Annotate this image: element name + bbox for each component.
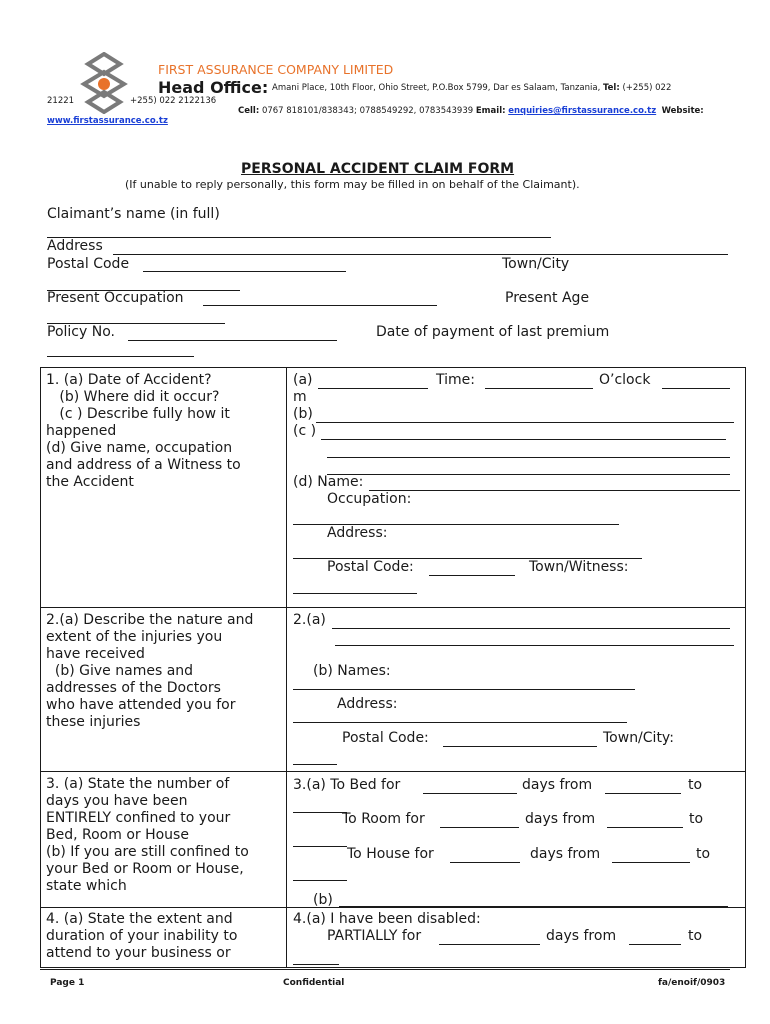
room-to-date-field[interactable]	[293, 846, 347, 847]
witness-address-label: Address:	[327, 525, 388, 541]
question-3-cell	[41, 772, 287, 908]
address-text: Amani Place, 10th Floor, Ohio Street, P.O.Box 5799, Dar es Salaam, Tanzania,	[272, 83, 601, 93]
partially-days-field[interactable]	[439, 944, 540, 945]
doctor-town-city-field[interactable]	[293, 764, 337, 765]
claim-table	[40, 367, 746, 968]
q3-line: 3. (a) State the number of	[46, 776, 230, 792]
q1-c-label: (c )	[293, 423, 317, 439]
q2-a-label: 2.(a)	[293, 612, 326, 628]
form-subtitle: (If unable to reply personally, this form may be filled in on behalf of the Claimant).	[125, 178, 580, 191]
claimant-name-label: Claimant’s name (in full)	[47, 206, 220, 222]
email-label: Email:	[475, 106, 506, 116]
witness-postal-code-field[interactable]	[429, 575, 515, 576]
q3-line: days you have been	[46, 793, 188, 809]
q1-b-label: (b)	[293, 406, 313, 422]
witness-name-label: (d) Name:	[293, 474, 364, 490]
doctor-address-label: Address:	[337, 696, 398, 712]
town-witness-label: Town/Witness:	[529, 559, 629, 575]
company-logo	[80, 52, 128, 114]
company-name: FIRST ASSURANCE COMPANY LIMITED	[158, 62, 394, 77]
answer-2-cell	[287, 608, 746, 772]
q3-b-label: (b)	[313, 892, 333, 908]
room-to-label: to	[689, 811, 704, 827]
page-number: Page 1	[50, 978, 85, 988]
disabled-label: 4.(a) I have been disabled:	[293, 911, 481, 927]
bed-to-label: to	[688, 777, 703, 793]
address-line[interactable]	[113, 254, 728, 255]
partially-to-date-field[interactable]	[293, 964, 339, 965]
q2-line: (b) Give names and	[46, 663, 194, 679]
m-label: m	[293, 389, 307, 405]
to-bed-label: 3.(a) To Bed for	[293, 777, 401, 793]
q2-line: these injuries	[46, 714, 141, 730]
time-field[interactable]	[485, 388, 593, 389]
partially-label: PARTIALLY for	[327, 928, 422, 944]
q2-line: addresses of the Doctors	[46, 680, 221, 696]
tel-value: (+255) 022	[622, 83, 672, 93]
q2-line: have received	[46, 646, 145, 662]
table-row	[41, 368, 746, 608]
q3-line: ENTIRELY confined to your	[46, 810, 231, 826]
bed-from-date-field[interactable]	[605, 793, 681, 794]
form-title: PERSONAL ACCIDENT CLAIM FORM	[241, 161, 515, 177]
answer-4-cell	[287, 908, 746, 968]
table-row	[41, 772, 746, 908]
question-1-cell	[41, 368, 287, 608]
doctor-address-field[interactable]	[293, 722, 627, 723]
oclock-label: O’clock	[599, 372, 651, 388]
last-premium-line[interactable]	[47, 356, 194, 357]
question-4-text	[46, 911, 237, 962]
how-happened-field-1[interactable]	[321, 439, 726, 440]
footer-rule	[40, 969, 730, 970]
partially-from-date-field[interactable]	[629, 944, 681, 945]
present-occupation-label: Present Occupation	[47, 290, 184, 306]
policy-no-label: Policy No.	[47, 324, 115, 340]
q1-a-label: (a)	[293, 372, 313, 388]
house-days-field[interactable]	[450, 862, 520, 863]
q1-line: (d) Give name, occupation	[46, 440, 233, 456]
room-days-field[interactable]	[440, 827, 519, 828]
doctor-names-label: (b) Names:	[313, 663, 391, 679]
bed-days-field[interactable]	[423, 793, 517, 794]
injuries-field-2[interactable]	[335, 645, 734, 646]
phone-mid: +255) 022 2122136	[130, 96, 217, 106]
email-link[interactable]: enquiries@firstassurance.co.tz	[508, 106, 657, 116]
oclock-field[interactable]	[662, 388, 730, 389]
question-2-text	[46, 612, 253, 731]
q4-line: duration of your inability to	[46, 928, 238, 944]
room-days-from-label: days from	[525, 811, 596, 827]
how-happened-field-2[interactable]	[327, 457, 730, 458]
answer-3-cell	[287, 772, 746, 908]
partially-days-from-label: days from	[546, 928, 617, 944]
q3-line: state which	[46, 878, 127, 894]
q4-line: attend to your business or	[46, 945, 231, 961]
q1-line: 1. (a) Date of Accident?	[46, 372, 212, 388]
claimant-name-line[interactable]	[47, 237, 551, 238]
address-label: Address	[47, 238, 103, 254]
injuries-field-1[interactable]	[332, 628, 730, 629]
q4-line: 4. (a) State the extent and	[46, 911, 233, 927]
cell-label: Cell:	[238, 106, 260, 116]
witness-occupation-label: Occupation:	[327, 491, 412, 507]
tel-label: Tel:	[603, 83, 620, 93]
occupation-line[interactable]	[203, 305, 437, 306]
last-premium-label: Date of payment of last premium	[376, 324, 610, 340]
website-label: Website:	[661, 106, 704, 116]
question-3-text	[46, 776, 249, 895]
house-from-date-field[interactable]	[612, 862, 690, 863]
confidential-label: Confidential	[283, 978, 345, 988]
doctor-town-city-label: Town/City:	[603, 730, 674, 746]
q2-line: 2.(a) Describe the nature and	[46, 612, 254, 628]
witness-name-field[interactable]	[369, 490, 740, 491]
table-row	[41, 908, 746, 968]
to-house-label: To House for	[347, 846, 434, 862]
partially-to-label: to	[688, 928, 703, 944]
question-4-cell	[41, 908, 287, 968]
head-office-address	[272, 83, 671, 93]
time-label: Time:	[436, 372, 475, 388]
doctor-postal-code-field[interactable]	[443, 746, 597, 747]
present-age-label: Present Age	[505, 290, 590, 306]
to-room-label: To Room for	[342, 811, 425, 827]
witness-postal-code-label: Postal Code:	[327, 559, 414, 575]
doctor-names-field[interactable]	[293, 689, 635, 690]
policy-no-line[interactable]	[128, 340, 337, 341]
q1-line: the Accident	[46, 474, 134, 490]
postal-code-label: Postal Code	[47, 256, 130, 272]
phone-left: 21221	[47, 96, 75, 106]
house-days-from-label: days from	[530, 846, 601, 862]
doctor-postal-code-label: Postal Code:	[342, 730, 429, 746]
q3-line: your Bed or Room or House,	[46, 861, 244, 877]
answer-1-cell	[287, 368, 746, 608]
q1-line: (c ) Describe fully how it	[46, 406, 230, 422]
q3-line: (b) If you are still confined to	[46, 844, 249, 860]
cell-value: 0767 818101/838343; 0788549292, 0783543939	[261, 106, 474, 116]
postal-code-line[interactable]	[143, 271, 346, 272]
bed-days-from-label: days from	[522, 777, 593, 793]
question-1-text	[46, 372, 241, 491]
bed-to-date-field[interactable]	[293, 812, 347, 813]
question-2-cell	[41, 608, 287, 772]
house-to-label: to	[696, 846, 711, 862]
q1-line: and address of a Witness to	[46, 457, 241, 473]
town-witness-field[interactable]	[293, 593, 417, 594]
form-reference: fa/enoif/0903	[658, 978, 726, 988]
q1-line: (b) Where did it occur?	[46, 389, 220, 405]
q1-line: happened	[46, 423, 117, 439]
contact-line	[238, 106, 704, 116]
where-occurred-field[interactable]	[316, 422, 734, 423]
q2-line: who have attended you for	[46, 697, 236, 713]
date-of-accident-field[interactable]	[318, 388, 428, 389]
website-link[interactable]: www.firstassurance.co.tz	[47, 116, 168, 126]
house-to-date-field[interactable]	[293, 880, 347, 881]
q3-line: Bed, Room or House	[46, 827, 189, 843]
how-happened-field-3[interactable]	[327, 474, 730, 475]
town-city-label: Town/City	[502, 256, 570, 272]
head-office-label: Head Office:	[158, 78, 269, 97]
room-from-date-field[interactable]	[607, 827, 683, 828]
q2-line: extent of the injuries you	[46, 629, 223, 645]
table-row	[41, 608, 746, 772]
